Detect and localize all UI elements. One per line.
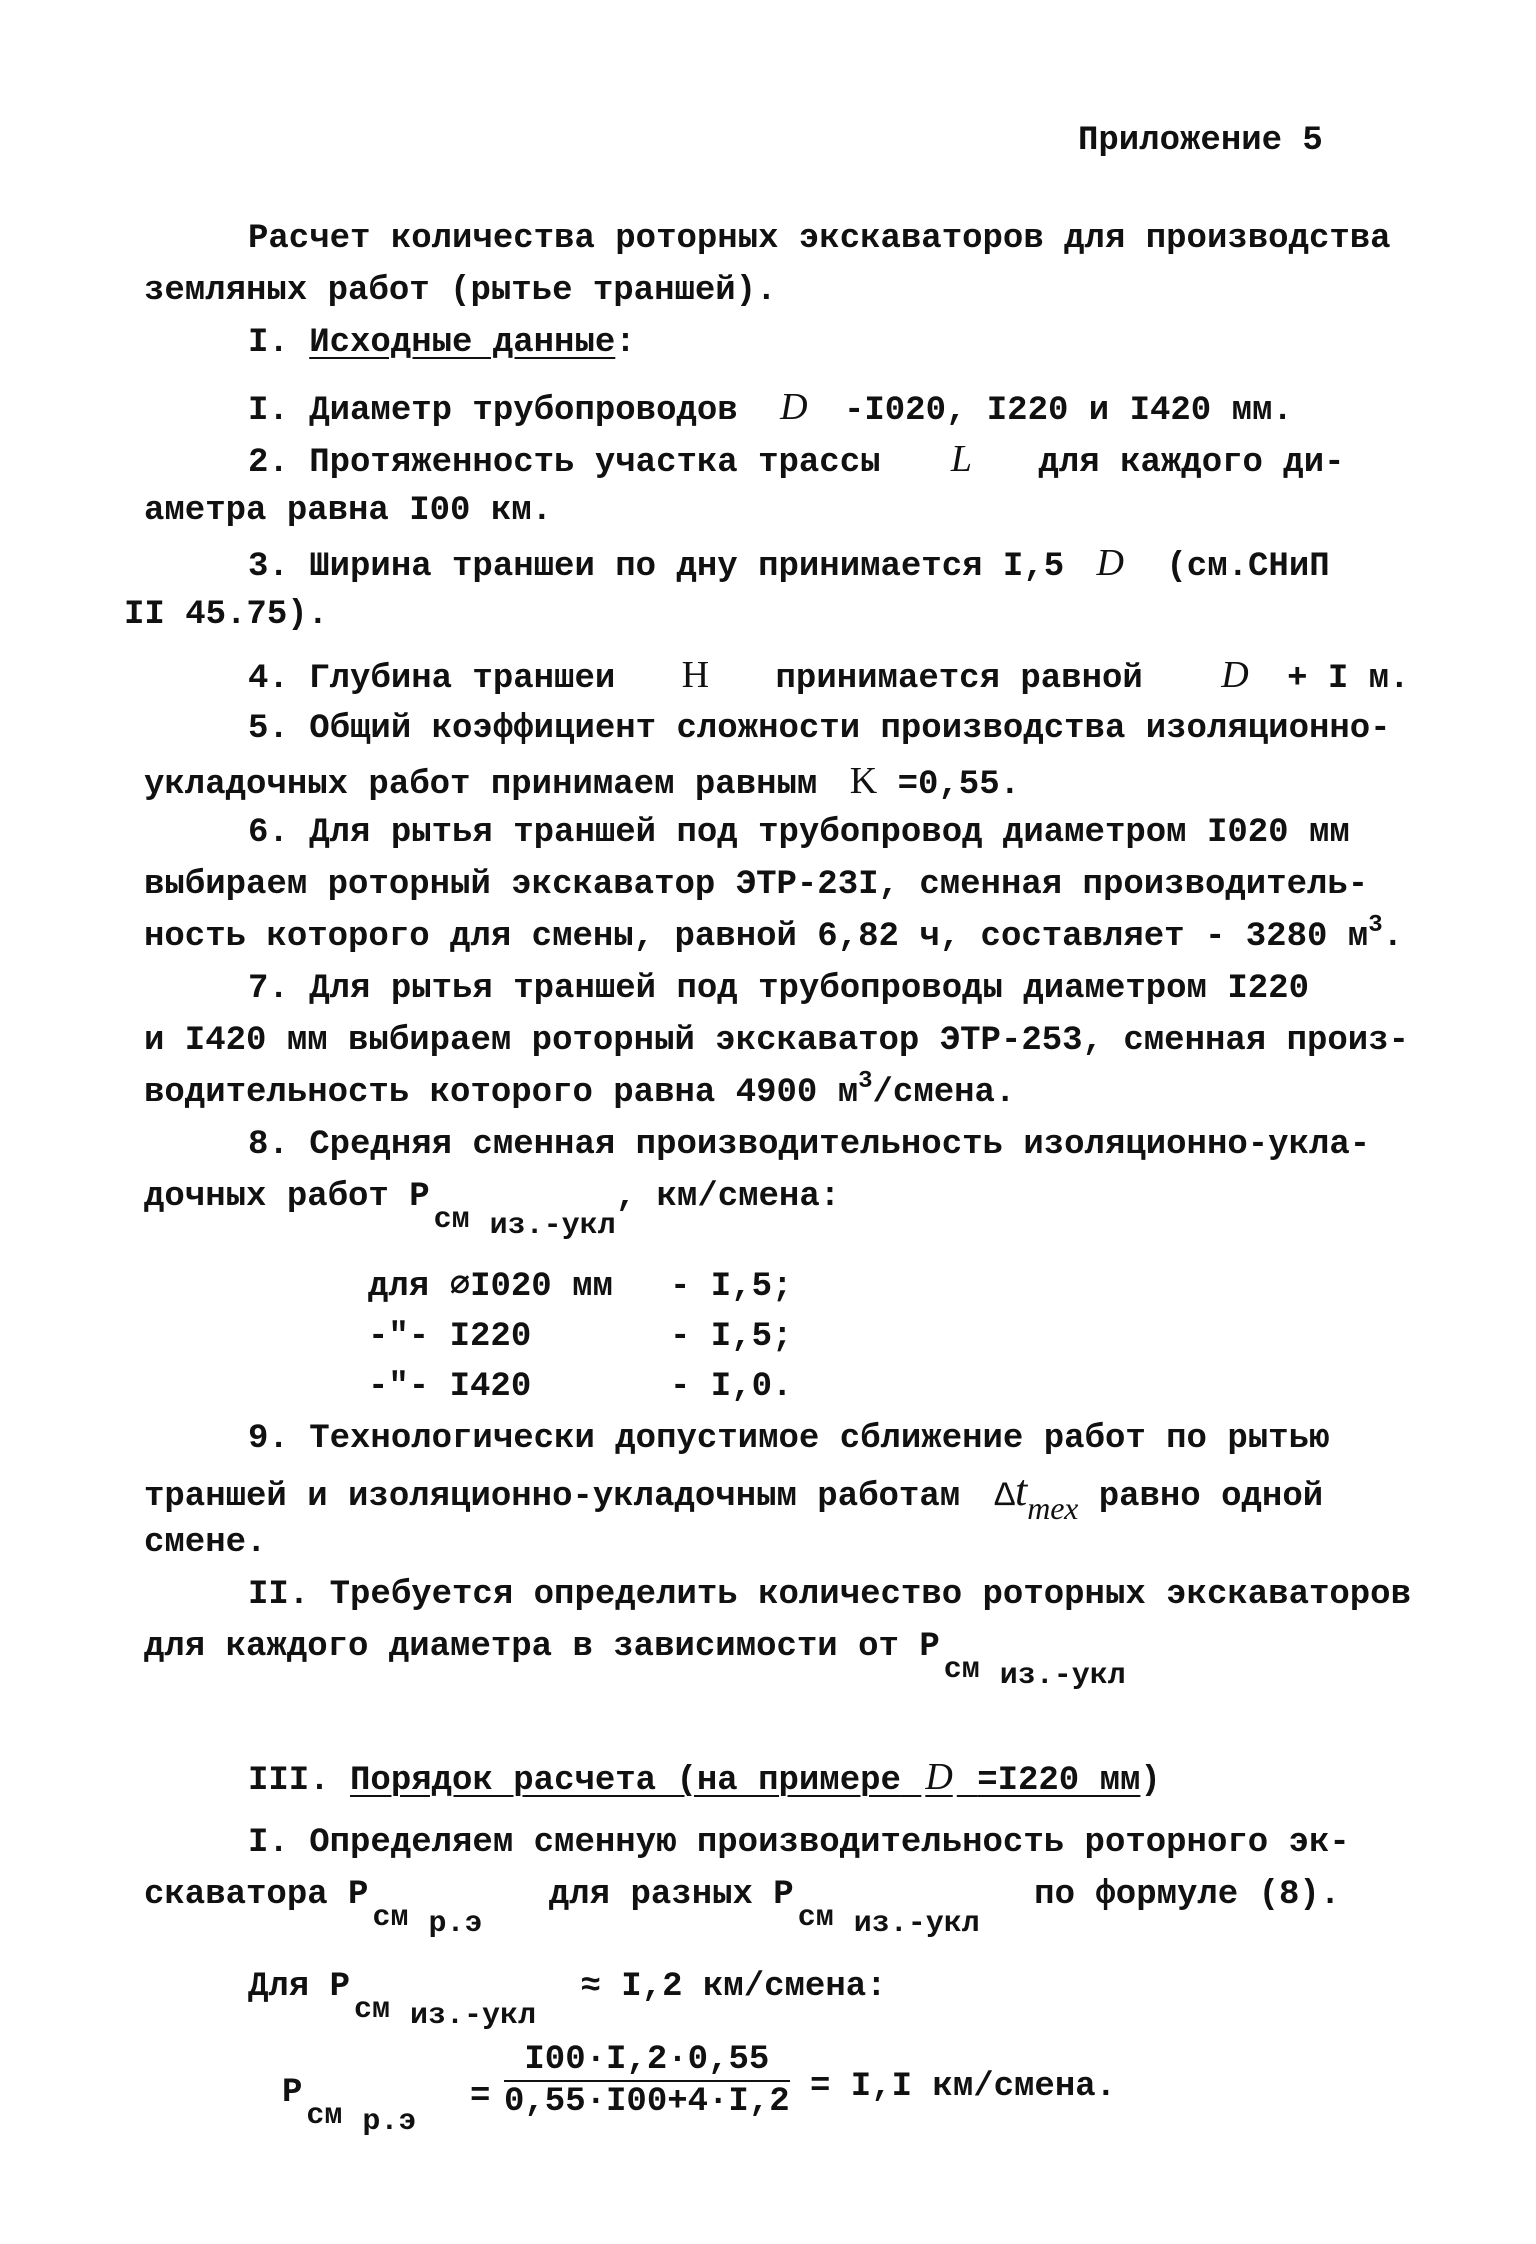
result-sub-cm: см xyxy=(306,2099,343,2133)
section-2-sub-iz: из.-укл xyxy=(999,1659,1126,1693)
item-8-sub-iz: из.-укл xyxy=(489,1209,616,1243)
diameter-symbol: D xyxy=(1096,542,1124,584)
diameter-symbol: D xyxy=(1221,654,1249,696)
section-1-heading xyxy=(248,318,636,368)
diam-row-2-label: -"- I220 xyxy=(368,1318,532,1356)
item-2-text-b: для каждого ди- xyxy=(1038,444,1345,482)
item-5-text-c: =0,55. xyxy=(897,766,1020,804)
item-2-text-a: 2. Протяженность участка трассы xyxy=(248,444,881,482)
result-eq-1: = xyxy=(470,2078,491,2116)
diam-row-2-value: - I,5; xyxy=(670,1318,793,1356)
section-3-heading xyxy=(248,1752,1161,1806)
section-1-colon: : xyxy=(615,324,636,362)
section-1-number: I. xyxy=(248,324,289,362)
t-subscript: тех xyxy=(1027,1490,1079,1526)
item-9-cont xyxy=(144,1466,1324,1526)
item-7-cont-1: и I420 мм выбираем роторный экскаватор ЭТР-253, сменная произ- xyxy=(144,1022,1410,1060)
calc-text-b: для разных Р xyxy=(548,1876,794,1914)
t-symbol: t xyxy=(1014,1466,1028,1515)
result-numerator: I00·I,2·0,55 xyxy=(504,2040,790,2082)
item-6-end: . xyxy=(1382,918,1404,956)
item-9: 9. Технологически допустимое сближение работ по рытью xyxy=(248,1420,1330,1458)
calc-for-sub-iz: из.-укл xyxy=(410,1999,537,2033)
item-5-cont xyxy=(144,756,1020,810)
item-3-cont: II 45.75). xyxy=(124,596,329,634)
result-denominator: 0,55·I00+4·I,2 xyxy=(504,2083,790,2121)
section-3-number: III. xyxy=(248,1762,330,1800)
item-7-text-d: /смена. xyxy=(872,1074,1016,1112)
item-6-cont-2 xyxy=(144,912,1403,965)
calc-sub-cm-1: см xyxy=(372,1901,409,1935)
calc-for-text-b: ≈ I,2 км/смена: xyxy=(580,1968,887,2006)
item-5-text-b: укладочных работ принимаем равным xyxy=(144,766,818,804)
section-1-title: Исходные данные xyxy=(309,324,616,362)
diameter-symbol: D xyxy=(925,1756,953,1798)
result-eq-2: = I,I км/смена. xyxy=(810,2068,1117,2106)
title-line-2: земляных работ (рытье траншей). xyxy=(144,272,777,310)
calc-for-text-a: Для Р xyxy=(248,1968,351,2006)
section-3-title xyxy=(350,1756,1141,1800)
item-6: 6. Для рытья траншей под трубопровод диаметром I020 мм xyxy=(248,814,1350,852)
item-8-text-b: дочных работ Р xyxy=(144,1178,430,1216)
item-2-cont: аметра равна I00 км. xyxy=(144,492,553,530)
delta-symbol: Δ xyxy=(994,1478,1015,1516)
calc-for-sub-cm: см xyxy=(354,1993,391,2027)
section-2-line-2 xyxy=(144,1622,1126,1693)
item-4 xyxy=(248,650,1409,704)
item-9-text-c: равно одной xyxy=(1098,1478,1324,1516)
result-lhs xyxy=(282,2068,417,2139)
item-7-text-c: водительность которого равна 4900 м xyxy=(144,1074,859,1112)
item-5: 5. Общий коэффициент сложности производства изоляционно- xyxy=(248,710,1391,748)
item-1 xyxy=(248,382,1293,436)
section-3-close: ) xyxy=(1140,1762,1161,1800)
section-2-text-b: для каждого диаметра в зависимости от Р xyxy=(144,1628,940,1666)
item-9-cont-2: смене. xyxy=(144,1524,267,1562)
calc-sub-re-1: р.э xyxy=(428,1907,483,1941)
complexity-symbol: K xyxy=(849,760,878,802)
calc-sub-iz-2: из.-укл xyxy=(853,1907,980,1941)
diam-row-1-label: для ⌀I020 мм xyxy=(368,1268,613,1306)
calc-sub-cm-2: см xyxy=(797,1901,834,1935)
title-line-1: Расчет количества роторных экскаваторов для производства xyxy=(248,220,1391,258)
section-2-line-1: II. Требуется определить количество роторных экскаваторов xyxy=(248,1576,1411,1614)
item-3-text-b: (см.СНиП xyxy=(1166,548,1330,586)
calc-text-a: скаватора Р xyxy=(144,1876,369,1914)
item-8-sub-cm: см xyxy=(433,1203,470,1237)
diam-row-3-value: - I,0. xyxy=(670,1368,793,1406)
diam-row-3-label: -"- I420 xyxy=(368,1368,532,1406)
result-sub-re: р.э xyxy=(362,2105,417,2139)
item-6-text-c: ность которого для смены, равной 6,82 ч, составляет - 3280 м xyxy=(144,918,1369,956)
item-7-superscript: 3 xyxy=(858,1068,873,1095)
calc-line-1: I. Определяем сменную производительность роторного эк- xyxy=(248,1824,1350,1862)
section-3-title-a: Порядок расчета (на примере xyxy=(350,1762,901,1800)
item-6-superscript: 3 xyxy=(1368,912,1383,939)
item-1-text-b: -I020, I220 и I420 мм. xyxy=(843,392,1293,430)
item-3-text-a: 3. Ширина траншеи по дну принимается I,5 xyxy=(248,548,1065,586)
item-8-cont xyxy=(144,1172,841,1243)
calc-line-2 xyxy=(144,1870,1341,1941)
calc-for-line xyxy=(248,1962,887,2033)
result-fraction xyxy=(504,2040,790,2122)
item-2 xyxy=(248,434,1345,488)
section-2-sub-cm: см xyxy=(943,1653,980,1687)
item-8-text-c: , км/смена: xyxy=(615,1178,841,1216)
item-7: 7. Для рытья траншей под трубопроводы диаметром I220 xyxy=(248,970,1309,1008)
item-7-cont-2 xyxy=(144,1068,1015,1121)
item-4-text-a: 4. Глубина траншеи xyxy=(248,660,616,698)
item-3 xyxy=(248,538,1330,592)
appendix-label: Приложение 5 xyxy=(1078,122,1323,160)
item-9-text-b: траншей и изоляционно-укладочным работам xyxy=(144,1478,961,1516)
result-p: Р xyxy=(282,2074,303,2112)
item-6-cont-1: выбираем роторный экскаватор ЭТР-23I, сменная производитель- xyxy=(144,866,1369,904)
item-8: 8. Средняя сменная производительность изоляционно-укла- xyxy=(248,1126,1371,1164)
depth-symbol: H xyxy=(681,654,710,696)
diam-row-1-value: - I,5; xyxy=(670,1268,793,1306)
length-symbol: L xyxy=(950,438,973,480)
item-4-text-c: + I м. xyxy=(1287,660,1410,698)
diameter-symbol: D xyxy=(780,386,808,428)
item-4-text-b: принимается равной xyxy=(775,660,1143,698)
item-1-text-a: I. Диаметр трубопроводов xyxy=(248,392,738,430)
calc-text-c: по формуле (8). xyxy=(1034,1876,1341,1914)
section-3-title-b: =I220 мм xyxy=(977,1762,1141,1800)
